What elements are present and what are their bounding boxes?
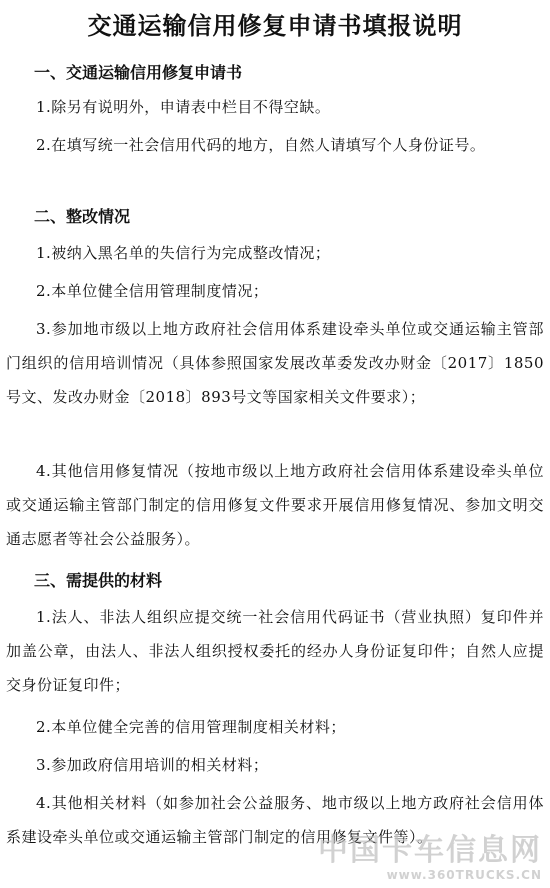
watermark-cn-text: 中国卡车信息网 — [318, 833, 542, 868]
paragraph-2-3: 3.参加地市级以上地方政府社会信用体系建设牵头单位或交通运输主管部门组织的信用培训情况（具体参照国家发展改革委发改办财金〔2017〕1850号文、发改办财金〔2018〕893号文等国家相关文件要求）； — [6, 320, 544, 406]
paragraph-2-2: 2.本单位健全信用管理制度情况； — [36, 282, 269, 300]
section-heading-application: 一、交通运输信用修复申请书 — [34, 63, 243, 82]
paragraph-3-4: 4.其他相关材料（如参加社会公益服务、地市级以上地方政府社会信用体系建设牵头单位或交通运输主管部门制定的信用修复文件等）。 — [6, 794, 544, 846]
section-heading-rectification: 二、整改情况 — [34, 207, 131, 226]
paragraph-3-1: 1.法人、非法人组织应提交统一社会信用代码证书（营业执照）复印件并加盖公章，由法人、非法人组织授权委托的经办人身份证复印件；自然人应提交身份证复印件； — [6, 608, 544, 694]
watermark-en-text: www.360TRUCKS.CN — [386, 868, 542, 882]
paragraph-2-4: 4.其他信用修复情况（按地市级以上地方政府社会信用体系建设牵头单位或交通运输主管部门制定的信用修复文件要求开展信用修复情况、参加文明交通志愿者等社会公益服务）。 — [6, 462, 544, 548]
paragraph-3-3: 3.参加政府信用培训的相关材料； — [36, 756, 269, 774]
paragraph-1-1: 1.除另有说明外，申请表中栏目不得空缺。 — [36, 98, 331, 116]
paragraph-2-1: 1.被纳入黑名单的失信行为完成整改情况； — [36, 244, 331, 262]
document-title: 交通运输信用修复申请书填报说明 — [87, 12, 463, 40]
section-heading-materials: 三、需提供的材料 — [34, 571, 163, 590]
paragraph-3-2: 2.本单位健全完善的信用管理制度相关材料； — [36, 718, 346, 736]
paragraph-1-2: 2.在填写统一社会信用代码的地方，自然人请填写个人身份证号。 — [36, 136, 486, 154]
